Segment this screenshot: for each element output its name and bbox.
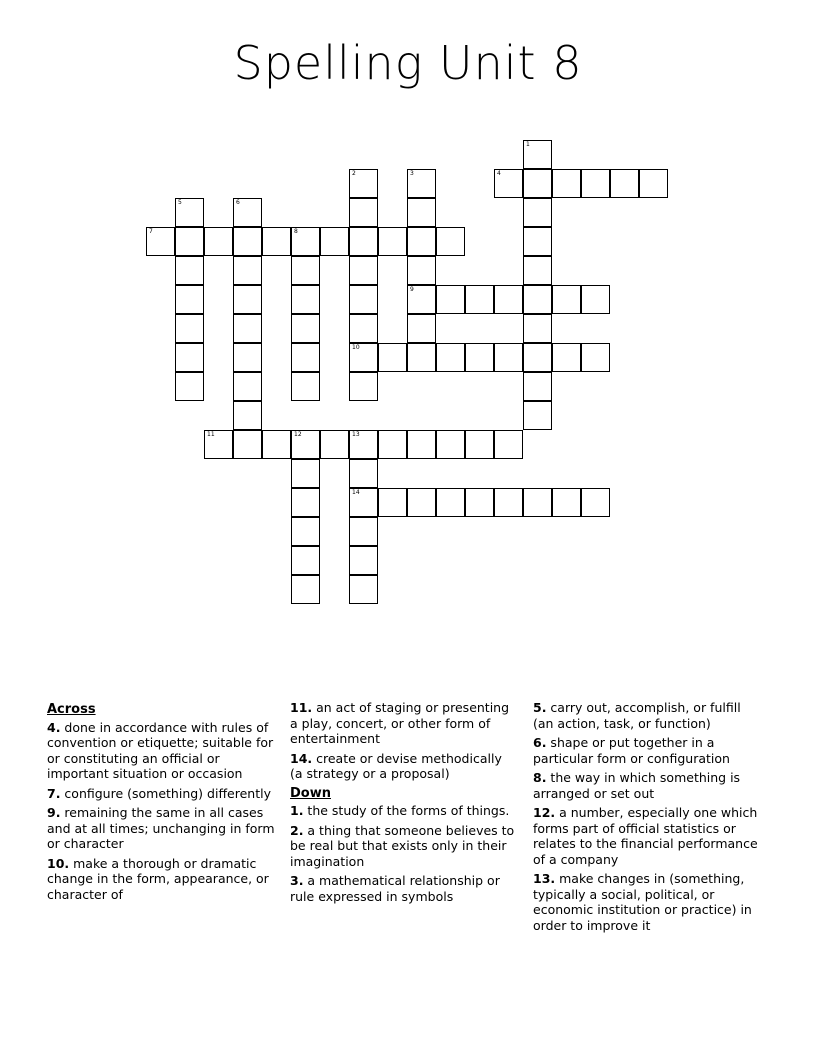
grid-cell[interactable]	[552, 285, 581, 314]
grid-cell[interactable]	[233, 430, 262, 459]
grid-cell[interactable]	[233, 372, 262, 401]
across-clue	[47, 856, 279, 903]
down-clue	[533, 700, 765, 731]
grid-cell[interactable]	[233, 343, 262, 372]
grid-cell[interactable]	[378, 488, 407, 517]
clue-text: a mathematical relationship or rule expressed in symbols	[290, 873, 500, 904]
clue-number: 8	[294, 228, 298, 235]
clue-number: 14	[352, 489, 360, 496]
grid-cell[interactable]	[407, 285, 436, 314]
grid-cell[interactable]	[581, 285, 610, 314]
page-title: Spelling Unit 8	[233, 36, 583, 90]
clue-text: make changes in (something, typically a social, political, or economic institution or practice) in order to improve it	[533, 871, 752, 933]
clue-number: 9	[410, 286, 414, 293]
clue-text: remaining the same in all cases and at all times; unchanging in form or character	[47, 805, 275, 851]
grid-cell[interactable]	[465, 488, 494, 517]
grid-cell[interactable]	[378, 227, 407, 256]
grid-cell[interactable]	[407, 227, 436, 256]
clue-number: 6	[236, 199, 240, 206]
clue-number: 7.	[47, 785, 61, 801]
grid-cell[interactable]	[291, 343, 320, 372]
grid-cell[interactable]	[291, 459, 320, 488]
clue-text: carry out, accomplish, or fulfill (an action, task, or function)	[533, 700, 741, 731]
clues-column-2	[290, 700, 518, 908]
grid-cell[interactable]	[349, 430, 378, 459]
clue-number: 1	[526, 141, 530, 148]
grid-cell[interactable]	[465, 430, 494, 459]
grid-cell[interactable]	[233, 256, 262, 285]
clue-number: 2	[352, 170, 356, 177]
grid-cell[interactable]	[291, 575, 320, 604]
grid-cell[interactable]	[233, 401, 262, 430]
grid-cell[interactable]	[175, 256, 204, 285]
grid-cell[interactable]	[233, 198, 262, 227]
down-clue	[533, 770, 765, 801]
clue-number: 10.	[47, 855, 70, 871]
grid-cell[interactable]	[378, 343, 407, 372]
grid-cell[interactable]	[523, 198, 552, 227]
clue-number: 2.	[290, 822, 304, 838]
grid-cell[interactable]	[436, 285, 465, 314]
grid-cell[interactable]	[349, 459, 378, 488]
across-clue	[290, 751, 518, 782]
grid-cell[interactable]	[436, 343, 465, 372]
grid-cell[interactable]	[523, 488, 552, 517]
across-clue	[47, 786, 279, 802]
grid-cell[interactable]	[523, 372, 552, 401]
grid-cell[interactable]	[175, 198, 204, 227]
grid-cell[interactable]	[552, 169, 581, 198]
clue-number: 7	[149, 228, 153, 235]
clue-number: 1.	[290, 803, 304, 818]
grid-cell[interactable]	[523, 169, 552, 198]
grid-cell[interactable]	[436, 488, 465, 517]
grid-cell[interactable]	[349, 488, 378, 517]
grid-cell[interactable]	[349, 198, 378, 227]
grid-cell[interactable]	[233, 227, 262, 256]
grid-cell[interactable]	[407, 488, 436, 517]
clue-text: the study of the forms of things.	[303, 803, 510, 818]
grid-cell[interactable]	[436, 430, 465, 459]
grid-cell[interactable]	[523, 401, 552, 430]
down-clue	[290, 823, 518, 870]
clue-number: 12	[294, 431, 302, 438]
grid-cell[interactable]	[349, 372, 378, 401]
clue-number: 5	[178, 199, 182, 206]
grid-cell[interactable]	[175, 372, 204, 401]
clue-text: configure (something) differently	[60, 785, 271, 801]
clue-number: 3	[410, 170, 414, 177]
grid-cell[interactable]	[407, 343, 436, 372]
grid-cell[interactable]	[523, 343, 552, 372]
grid-cell[interactable]	[349, 169, 378, 198]
grid-cell[interactable]	[262, 227, 291, 256]
down-clue	[533, 735, 765, 766]
down-clue	[290, 803, 518, 819]
down-heading: Down	[290, 785, 331, 801]
grid-cell[interactable]	[349, 343, 378, 372]
down-clue	[290, 873, 518, 904]
clue-number: 10	[352, 344, 360, 351]
clue-text: a number, especially one which forms part of official statistics or relates to the financial performance of a company	[533, 805, 758, 867]
grid-cell[interactable]	[204, 430, 233, 459]
clue-number: 9.	[47, 805, 61, 820]
grid-cell[interactable]	[407, 314, 436, 343]
grid-cell[interactable]	[146, 227, 175, 256]
grid-cell[interactable]	[262, 430, 291, 459]
grid-cell[interactable]	[291, 314, 320, 343]
down-clue	[533, 805, 765, 867]
clue-number: 8.	[533, 770, 547, 785]
clue-number: 3.	[290, 873, 304, 888]
grid-cell[interactable]	[204, 227, 233, 256]
grid-cell[interactable]	[291, 517, 320, 546]
grid-cell[interactable]	[349, 575, 378, 604]
clues-column-1	[47, 700, 279, 906]
grid-cell[interactable]	[552, 343, 581, 372]
grid-cell[interactable]	[407, 169, 436, 198]
grid-cell[interactable]	[291, 372, 320, 401]
grid-cell[interactable]	[494, 343, 523, 372]
grid-cell[interactable]	[291, 285, 320, 314]
clue-number: 4.	[47, 719, 61, 735]
grid-cell[interactable]	[581, 169, 610, 198]
clue-number: 13.	[533, 871, 556, 886]
clue-number: 6.	[533, 735, 547, 750]
grid-cell[interactable]	[523, 227, 552, 256]
grid-cell[interactable]	[407, 198, 436, 227]
grid-cell[interactable]	[291, 546, 320, 575]
grid-cell[interactable]	[523, 285, 552, 314]
grid-cell[interactable]	[581, 343, 610, 372]
clues-column-3	[533, 700, 765, 937]
grid-cell[interactable]	[523, 256, 552, 285]
across-heading: Across	[47, 702, 96, 717]
grid-cell[interactable]	[291, 430, 320, 459]
clue-text: done in accordance with rules of convention or etiquette; suitable for or constituting an official or important situation or occasion	[47, 719, 274, 781]
clue-number: 5.	[533, 700, 547, 715]
grid-cell[interactable]	[349, 517, 378, 546]
grid-cell[interactable]	[494, 488, 523, 517]
across-clue	[47, 720, 279, 782]
grid-cell[interactable]	[233, 314, 262, 343]
grid-cell[interactable]	[175, 285, 204, 314]
grid-cell[interactable]	[349, 227, 378, 256]
clue-text: an act of staging or presenting a play, concert, or other form of entertainment	[290, 700, 510, 746]
grid-cell[interactable]	[494, 285, 523, 314]
grid-cell[interactable]	[291, 256, 320, 285]
grid-cell[interactable]	[291, 488, 320, 517]
grid-cell[interactable]	[465, 285, 494, 314]
grid-cell[interactable]	[552, 488, 581, 517]
clue-number: 12.	[533, 805, 556, 820]
grid-cell[interactable]	[581, 488, 610, 517]
clue-text: shape or put together in a particular form or configuration	[533, 735, 730, 766]
grid-cell[interactable]	[639, 169, 668, 198]
grid-cell[interactable]	[494, 169, 523, 198]
clue-text: make a thorough or dramatic change in the form, appearance, or character of	[47, 855, 269, 902]
clue-text: the way in which something is arranged or set out	[533, 770, 741, 801]
grid-cell[interactable]	[349, 285, 378, 314]
grid-cell[interactable]	[175, 343, 204, 372]
grid-cell[interactable]	[349, 256, 378, 285]
clue-number: 14.	[290, 750, 313, 766]
clue-number: 13	[352, 431, 360, 438]
grid-cell[interactable]	[175, 227, 204, 256]
clue-number: 11.	[290, 700, 313, 715]
grid-cell[interactable]	[523, 314, 552, 343]
grid-cell[interactable]	[233, 285, 262, 314]
across-clue	[290, 700, 518, 747]
grid-cell[interactable]	[436, 227, 465, 256]
clue-text: create or devise methodically (a strategy or a proposal)	[290, 750, 502, 781]
grid-cell[interactable]	[407, 430, 436, 459]
clue-number: 11	[207, 431, 215, 438]
grid-cell[interactable]	[291, 227, 320, 256]
grid-cell[interactable]	[320, 227, 349, 256]
grid-cell[interactable]	[407, 256, 436, 285]
grid-cell[interactable]	[494, 430, 523, 459]
grid-cell[interactable]	[320, 430, 349, 459]
grid-cell[interactable]	[175, 314, 204, 343]
down-clue	[533, 871, 765, 933]
grid-cell[interactable]	[610, 169, 639, 198]
grid-cell[interactable]	[349, 314, 378, 343]
grid-cell[interactable]	[523, 140, 552, 169]
grid-cell[interactable]	[465, 343, 494, 372]
clue-text: a thing that someone believes to be real but that exists only in their imagination	[290, 822, 515, 869]
grid-cell[interactable]	[349, 546, 378, 575]
across-clue	[47, 805, 279, 852]
clue-number: 4	[497, 170, 501, 177]
grid-cell[interactable]	[378, 430, 407, 459]
